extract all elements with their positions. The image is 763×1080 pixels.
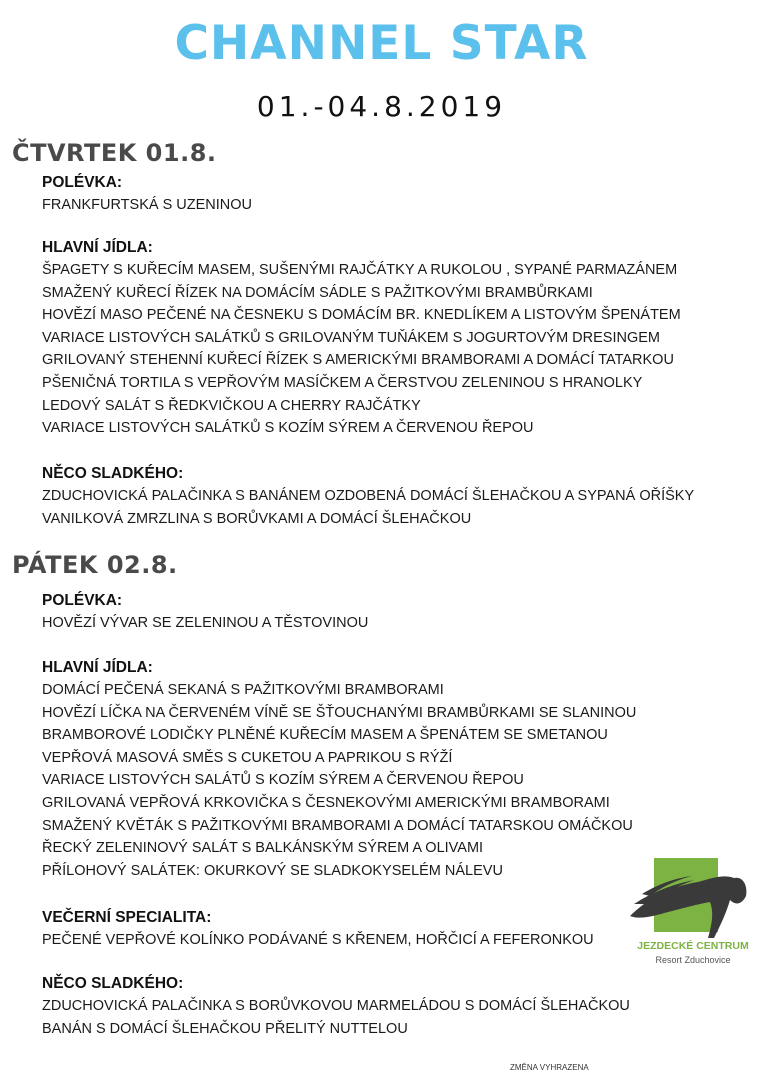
menu-list [42, 259, 757, 440]
day2-dessert-section [42, 973, 757, 1040]
day2-mains-section [42, 657, 757, 882]
menu-item: PEČENÉ VEPŘOVÉ KOLÍNKO PODÁVANÉ S KŘENEM, HOŘČICÍ A FEFERONKOU [42, 932, 594, 948]
section-title: POLÉVKA: [42, 592, 123, 609]
menu-item: DOMÁCÍ PEČENÁ SEKANÁ S PAŽITKOVÝMI BRAMBORAMI [42, 682, 444, 698]
menu-item: FRANKFURTSKÁ S UZENINOU [42, 197, 253, 213]
section-title: HLAVNÍ JÍDLA: [42, 239, 153, 256]
horse-logo-icon [628, 856, 758, 940]
menu-list [42, 612, 757, 635]
section-title: NĚCO SLADKÉHO: [42, 975, 184, 992]
resort-logo [628, 856, 758, 971]
menu-item: VARIACE LISTOVÝCH SALÁTKŮ S GRILOVANÝM TUŇÁKEM S JOGURTOVÝM DRESINGEM [42, 329, 660, 346]
menu-list [42, 995, 757, 1040]
menu-item: HOVĚZÍ VÝVAR SE ZELENINOU A TĚSTOVINOU [42, 615, 369, 631]
menu-list [42, 194, 757, 217]
menu-item: HOVĚZÍ MASO PEČENÉ NA ČESNEKU S DOMÁCÍM BR. KNEDLÍKEM A LISTOVÝM ŠPENÁTEM [42, 307, 681, 324]
menu-list [42, 485, 757, 530]
day1-mains-section [42, 237, 757, 440]
day1-soup-section [42, 172, 757, 217]
menu-item: BRAMBOROVÉ LODIČKY PLNĚNÉ KUŘECÍM MASEM A ŠPENÁTEM SE SMETANOU [42, 727, 608, 744]
menu-item: GRILOVANÝ STEHENNÍ KUŘECÍ ŘÍZEK S AMERICKÝMI BRAMBORAMI A DOMÁCÍ TATARKOU [42, 352, 674, 369]
day1-dessert-section [42, 463, 757, 530]
page-title: CHANNEL STAR [174, 16, 589, 71]
menu-item: ZDUCHOVICKÁ PALAČINKA S BANÁNEM OZDOBENÁ DOMÁCÍ ŠLEHAČKOU A SYPANÁ OŘÍŠKY [42, 488, 695, 504]
menu-item: VANILKOVÁ ZMRZLINA S BORŮVKAMI A DOMÁCÍ ŠLEHAČKOU [42, 510, 472, 527]
menu-item: ŠPAGETY S KUŘECÍM MASEM, SUŠENÝMI RAJČÁTKY A RUKOLOU , SYPANÉ PARMAZÁNEM [42, 262, 678, 278]
menu-item: BANÁN S DOMÁCÍ ŠLEHAČKOU PŘELITÝ NUTTELOU [42, 1020, 408, 1037]
day-heading-friday: PÁTEK 02.8. [12, 551, 178, 579]
menu-item: GRILOVANÁ VEPŘOVÁ KRKOVIČKA S ČESNEKOVÝMI AMERICKÝMI BRAMBORAMI [42, 794, 610, 811]
menu-item: SMAŽENÝ KVĚTÁK S PAŽITKOVÝMI BRAMBORAMI A DOMÁCÍ TATARSKOU OMÁČKOU [42, 817, 633, 834]
menu-item: VARIACE LISTOVÝCH SALÁTKŮ S KOZÍM SÝREM A ČERVENOU ŘEPOU [42, 420, 534, 437]
menu-list [42, 679, 757, 882]
event-dates: 01.-04.8.2019 [256, 90, 507, 123]
footer-note: ZMĚNA VYHRAZENA [510, 1063, 589, 1072]
logo-subtitle: Resort Zduchovice [655, 955, 731, 965]
day-heading-thursday: ČTVRTEK 01.8. [12, 139, 217, 167]
menu-item: SMAŽENÝ KUŘECÍ ŘÍZEK NA DOMÁCÍM SÁDLE S PAŽITKOVÝMI BRAMBŮRKAMI [42, 284, 593, 301]
menu-item: VARIACE LISTOVÝCH SALÁTŮ S KOZÍM SÝREM A ČERVENOU ŘEPOU [42, 772, 524, 789]
section-title: POLÉVKA: [42, 174, 123, 191]
menu-item: PŘÍLOHOVÝ SALÁTEK: OKURKOVÝ SE SLADKOKYSELÉM NÁLEVU [42, 862, 503, 879]
section-title: NĚCO SLADKÉHO: [42, 465, 184, 482]
section-title: HLAVNÍ JÍDLA: [42, 659, 153, 676]
menu-item: PŠENIČNÁ TORTILA S VEPŘOVÝM MASÍČKEM A ČERSTVOU ZELENINOU S HRANOLKY [42, 374, 643, 391]
menu-item: HOVĚZÍ LÍČKA NA ČERVENÉM VÍNĚ SE ŠŤOUCHANÝMI BRAMBŮRKAMI SE SLANINOU [42, 704, 637, 721]
menu-item: LEDOVÝ SALÁT S ŘEDKVIČKOU A CHERRY RAJČÁTKY [42, 397, 421, 414]
menu-item: VEPŘOVÁ MASOVÁ SMĚS S CUKETOU A PAPRIKOU S RÝŽÍ [42, 749, 453, 766]
logo-title: JEZDECKÉ CENTRUM [637, 940, 749, 952]
day2-soup-section [42, 590, 757, 635]
menu-item: ŘECKÝ ZELENINOVÝ SALÁT S BALKÁNSKÝM SÝREM A OLIVAMI [42, 840, 484, 857]
section-title: VEČERNÍ SPECIALITA: [42, 909, 212, 926]
menu-item: ZDUCHOVICKÁ PALAČINKA S BORŮVKOVOU MARMELÁDOU S DOMÁCÍ ŠLEHAČKOU [42, 998, 630, 1014]
